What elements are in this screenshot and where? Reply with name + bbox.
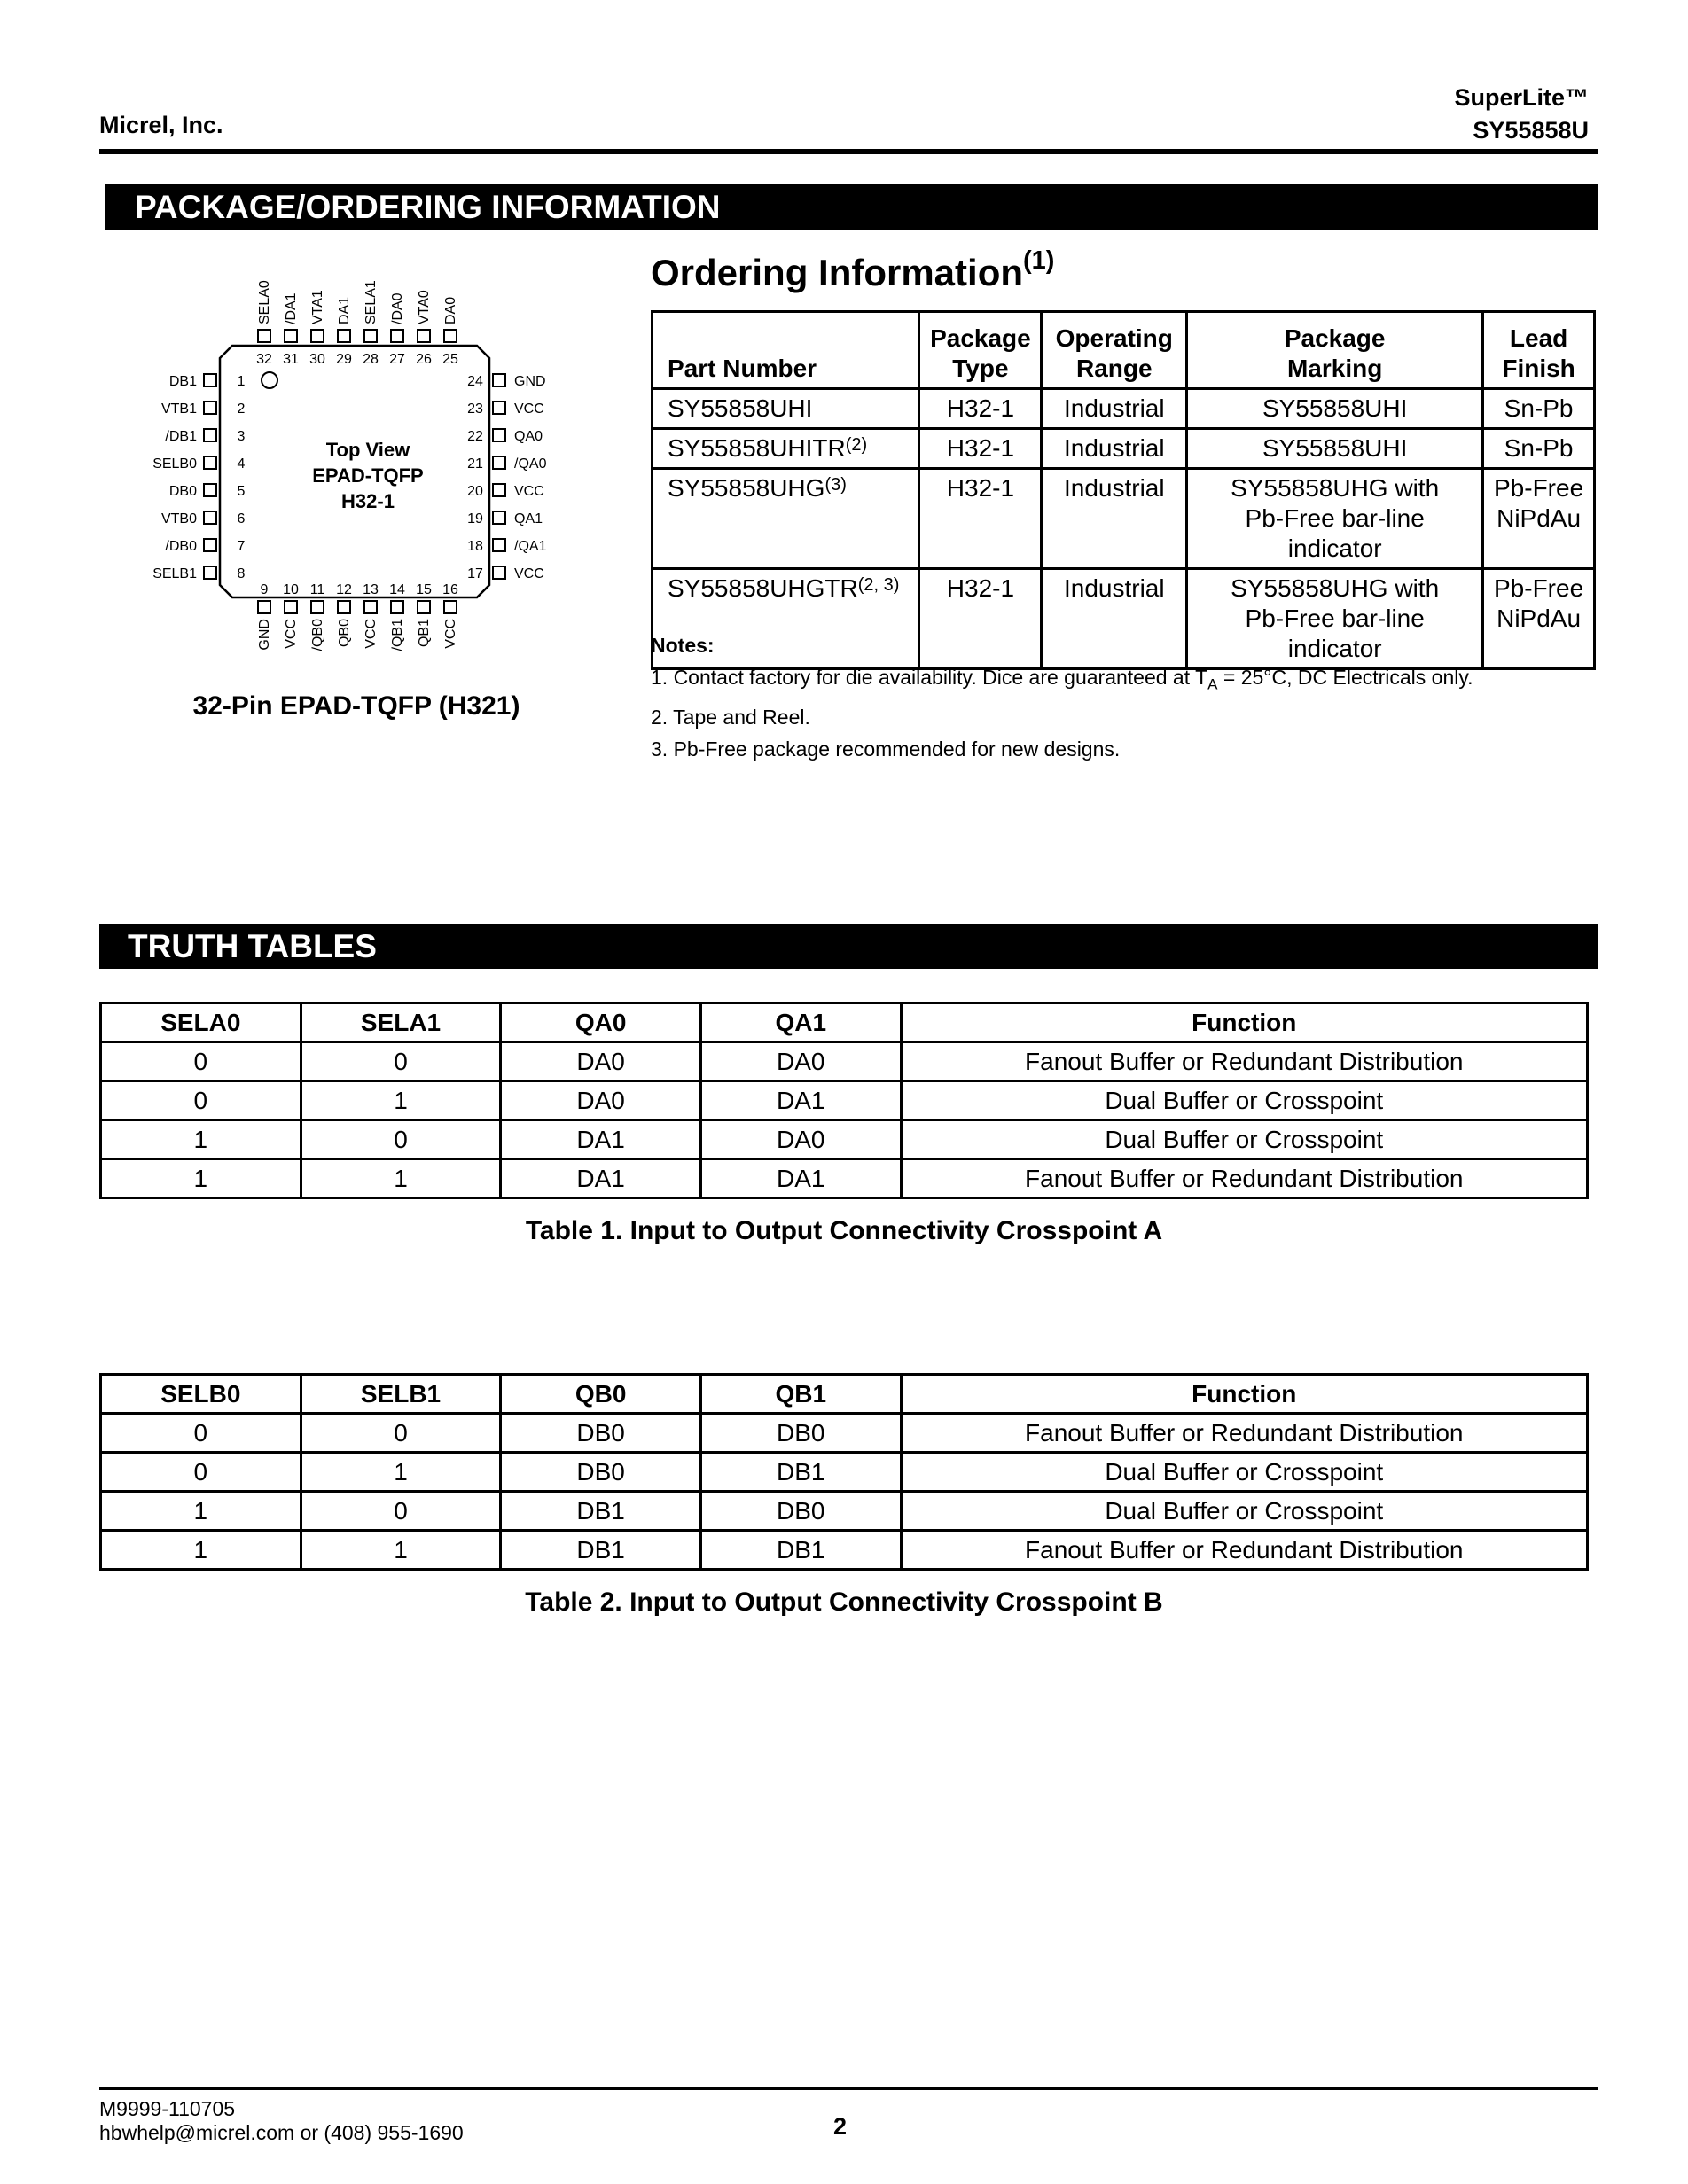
pin-number: 28	[363, 352, 379, 367]
pin-pad	[204, 539, 216, 551]
pin-number: 3	[237, 429, 246, 444]
pin-number: 26	[416, 352, 432, 367]
ordering-row	[653, 429, 1595, 469]
pin-label-right: GND	[514, 374, 546, 389]
truth-cell: DA0	[700, 1120, 901, 1159]
truth-cell: Dual Buffer or Crosspoint	[901, 1453, 1587, 1492]
pin-label-left: SELB1	[152, 566, 197, 581]
truth-row	[101, 1453, 1588, 1492]
header-line: Marking	[1286, 355, 1383, 382]
truth-header-cell: SELB0	[101, 1375, 301, 1414]
pin-pad	[493, 374, 505, 386]
header-line: Lead	[1509, 324, 1568, 352]
pin-label-top: VTA1	[310, 290, 325, 324]
truth-cell: DB0	[700, 1492, 901, 1531]
pin-number: 32	[256, 352, 272, 367]
pin-number: 8	[237, 566, 246, 581]
col-package-type	[919, 312, 1042, 389]
truth-cell: DB1	[700, 1531, 901, 1570]
pin-pad	[338, 601, 350, 613]
pin-label-left: SELB0	[152, 456, 197, 472]
truth-row	[101, 1120, 1588, 1159]
truth-cell: DB0	[700, 1414, 901, 1453]
footer-rule	[99, 2086, 1598, 2090]
truth-cell: 0	[101, 1414, 301, 1453]
cell-line: SY55858UHI	[1262, 434, 1408, 462]
truth-cell: 1	[101, 1531, 301, 1570]
package-type-cell: H32-1	[919, 429, 1042, 469]
truth-cell: DA0	[501, 1042, 701, 1081]
section-bar-truth-tables	[99, 924, 1598, 969]
pin1-marker	[262, 372, 277, 388]
header-line: Range	[1075, 355, 1153, 382]
pin-pad	[493, 484, 505, 496]
package-caption: 32-Pin EPAD-TQFP (H321)	[192, 691, 520, 721]
package-type-cell: H32-1	[919, 569, 1042, 669]
header-line: Finish	[1502, 355, 1575, 382]
pin-label-right: VCC	[514, 484, 544, 499]
part-number-text: SY55858UHGTR	[668, 574, 858, 602]
truth-cell: 0	[301, 1042, 501, 1081]
pin-pad	[204, 402, 216, 414]
lead-finish-cell	[1483, 429, 1595, 469]
header-product	[1454, 82, 1589, 147]
truth-header-cell: QB0	[501, 1375, 701, 1414]
header-rule	[99, 149, 1598, 154]
truth-header-cell: SELA0	[101, 1003, 301, 1042]
pin-number: 14	[389, 582, 405, 597]
truth-cell: Fanout Buffer or Redundant Distribution	[901, 1159, 1587, 1198]
truth-cell: 0	[301, 1492, 501, 1531]
pin-number: 17	[467, 566, 483, 581]
cell-line: Pb-Free bar-line indicator	[1245, 504, 1425, 562]
package-marking-cell	[1187, 429, 1483, 469]
truth-cell: DA0	[700, 1042, 901, 1081]
part-number-cell	[653, 429, 919, 469]
cell-line: SY55858UHI	[1262, 394, 1408, 422]
pin-number: 11	[309, 582, 325, 597]
truth-cell: Fanout Buffer or Redundant Distribution	[901, 1042, 1587, 1081]
pin-number: 6	[237, 511, 246, 526]
truth-cell: Dual Buffer or Crosspoint	[901, 1081, 1587, 1120]
pin-pad	[493, 566, 505, 579]
col-part-number: Part Number	[653, 312, 919, 389]
doc-number: M9999-110705	[99, 2097, 236, 2120]
pin-label-right: QA1	[514, 511, 543, 526]
pin-pad	[204, 374, 216, 386]
truth-header-cell: Function	[901, 1003, 1587, 1042]
part-number-text: SY55858UHI	[668, 394, 813, 422]
cell-line: SY55858UHG with	[1231, 474, 1440, 502]
pin-number: 7	[237, 539, 246, 554]
ordering-row	[653, 389, 1595, 429]
truth-table-b	[99, 1373, 1589, 1571]
ordering-title	[651, 246, 1055, 294]
pin-pad	[444, 601, 457, 613]
pin-number: 9	[260, 582, 269, 597]
cell-line: NiPdAu	[1497, 604, 1582, 632]
pin-label-top: /DA1	[284, 292, 299, 324]
package-type-cell: H32-1	[919, 469, 1042, 569]
truth-cell: 0	[301, 1120, 501, 1159]
page-number: 2	[833, 2113, 848, 2140]
note-2: 2. Tape and Reel.	[651, 705, 810, 729]
truth-cell: DA0	[501, 1081, 701, 1120]
pin-pad	[444, 330, 457, 342]
truth-cell: DB1	[501, 1492, 701, 1531]
pin-number: 10	[283, 582, 299, 597]
pin-pad	[285, 330, 297, 342]
note-3: 3. Pb-Free package recommended for new designs.	[651, 737, 1121, 760]
notes-title: Notes:	[651, 634, 715, 657]
truth-cell: DB0	[501, 1414, 701, 1453]
pin-label-top: SELA0	[257, 280, 272, 324]
ordering-notes	[651, 629, 1473, 765]
truth-cell: DA1	[501, 1120, 701, 1159]
ordering-row	[653, 469, 1595, 569]
pin-pad	[391, 330, 403, 342]
pin-label-left: VTB0	[160, 511, 197, 526]
pin-pad	[204, 484, 216, 496]
cell-line: Pb-Free	[1494, 474, 1584, 502]
pin-pad	[204, 456, 216, 469]
product-line: SuperLite™	[1454, 84, 1589, 111]
pin-number: 25	[442, 352, 458, 367]
truth-header-row	[101, 1375, 1588, 1414]
pin-pad	[338, 330, 350, 342]
pin-number: 22	[467, 429, 483, 444]
col-operating-range	[1042, 312, 1187, 389]
pin-number: 18	[467, 539, 483, 554]
pin-label-top: DA0	[443, 296, 458, 324]
truth-cell: DA1	[700, 1081, 901, 1120]
col-lead-finish	[1483, 312, 1595, 389]
pin-label-bottom: QB1	[417, 619, 432, 648]
operating-range-cell: Industrial	[1042, 469, 1187, 569]
truth-cell: DA1	[700, 1159, 901, 1198]
pin-label-left: /DB0	[165, 539, 197, 554]
truth-cell: Fanout Buffer or Redundant Distribution	[901, 1531, 1587, 1570]
operating-range-cell: Industrial	[1042, 429, 1187, 469]
pin-number: 19	[467, 511, 483, 526]
truth-cell: DB1	[700, 1453, 901, 1492]
pin-number: 31	[283, 352, 299, 367]
pin-label-bottom: /QB1	[390, 619, 405, 651]
lead-finish-cell	[1483, 389, 1595, 429]
pin-number: 16	[442, 582, 458, 597]
pin-label-bottom: /QB0	[310, 619, 325, 651]
pin-label-top: DA1	[337, 296, 352, 324]
package-marking-cell	[1187, 469, 1483, 569]
cell-line: Sn-Pb	[1504, 394, 1574, 422]
pin-pad	[493, 511, 505, 524]
package-center-line: Top View	[325, 439, 410, 461]
pin-label-left: DB0	[168, 484, 197, 499]
package-marking-cell	[1187, 389, 1483, 429]
truth-header-row	[101, 1003, 1588, 1042]
pin-label-left: VTB1	[160, 402, 197, 417]
header-line: Operating	[1055, 324, 1173, 352]
pin-label-right: /QA0	[514, 456, 547, 472]
ordering-title-footnote: (1)	[1023, 246, 1055, 275]
part-number-cell	[653, 389, 919, 429]
package-center-line: EPAD-TQFP	[312, 464, 424, 487]
support-contact: hbwhelp@micrel.com or (408) 955-1690	[99, 2121, 464, 2144]
pin-number: 5	[237, 484, 246, 499]
truth-header-cell: QA0	[501, 1003, 701, 1042]
ordering-title-text: Ordering Information	[651, 252, 1023, 293]
part-footnote: (2, 3)	[857, 575, 900, 595]
cell-line: Pb-Free bar-line indicator	[1245, 604, 1425, 662]
truth-cell: 0	[101, 1453, 301, 1492]
truth-row	[101, 1414, 1588, 1453]
section-title: PACKAGE/ORDERING INFORMATION	[135, 189, 721, 225]
cell-line: Sn-Pb	[1504, 434, 1574, 462]
truth-cell: 1	[101, 1492, 301, 1531]
pin-number: 29	[336, 352, 352, 367]
pin-label-right: QA0	[514, 429, 543, 444]
pin-pad	[364, 601, 377, 613]
pin-number: 24	[467, 374, 483, 389]
truth-cell: DB1	[501, 1531, 701, 1570]
truth-row	[101, 1081, 1588, 1120]
pin-number: 15	[416, 582, 432, 597]
pin-label-right: VCC	[514, 566, 544, 581]
pin-number: 30	[309, 352, 325, 367]
truth-cell: 1	[101, 1120, 301, 1159]
truth-cell: 0	[101, 1042, 301, 1081]
pin-label-bottom: VCC	[443, 619, 458, 649]
cell-line: NiPdAu	[1497, 504, 1582, 532]
pin-pad	[258, 330, 270, 342]
truth-cell: 1	[301, 1453, 501, 1492]
truth-header-cell: SELA1	[301, 1003, 501, 1042]
table2-caption: Table 2. Input to Output Connectivity Crosspoint B	[525, 1587, 1163, 1617]
part-footnote: (3)	[824, 475, 847, 495]
pin-number: 21	[467, 456, 483, 472]
pin-number: 12	[336, 582, 352, 597]
pin-pad	[391, 601, 403, 613]
pin-label-right: /QA1	[514, 539, 547, 554]
pin-label-top: VTA0	[417, 290, 432, 324]
section-title: TRUTH TABLES	[128, 928, 377, 964]
lead-finish-cell	[1483, 469, 1595, 569]
truth-cell: Dual Buffer or Crosspoint	[901, 1120, 1587, 1159]
pin-label-bottom: GND	[257, 619, 272, 651]
part-footnote: (2)	[845, 435, 868, 455]
truth-header-cell: Function	[901, 1375, 1587, 1414]
pin-number: 20	[467, 484, 483, 499]
cell-line: SY55858UHG with	[1231, 574, 1440, 602]
ordering-header-row	[653, 312, 1595, 389]
truth-row	[101, 1042, 1588, 1081]
cell-line: Pb-Free	[1494, 574, 1584, 602]
pin-pad	[311, 601, 324, 613]
truth-cell: DA1	[501, 1159, 701, 1198]
header-line: Package	[930, 324, 1031, 352]
truth-header-cell: QB1	[700, 1375, 901, 1414]
lead-finish-cell	[1483, 569, 1595, 669]
pin-number: 13	[363, 582, 379, 597]
truth-cell: 0	[301, 1414, 501, 1453]
truth-cell: Dual Buffer or Crosspoint	[901, 1492, 1587, 1531]
header-line: Type	[952, 355, 1009, 382]
truth-cell: 1	[101, 1159, 301, 1198]
truth-header-cell: SELB1	[301, 1375, 501, 1414]
company-name: Micrel, Inc.	[99, 112, 223, 138]
pin-number: 2	[237, 402, 246, 417]
truth-row	[101, 1531, 1588, 1570]
package-type-cell: H32-1	[919, 389, 1042, 429]
pin-pad	[493, 539, 505, 551]
pin-number: 23	[467, 402, 483, 417]
truth-cell: Fanout Buffer or Redundant Distribution	[901, 1414, 1587, 1453]
pin-pad	[493, 429, 505, 441]
pin-number: 27	[389, 352, 405, 367]
pin-pad	[258, 601, 270, 613]
truth-row	[101, 1159, 1588, 1198]
part-number-text: SY55858UHG	[668, 474, 825, 502]
package-center-line: H32-1	[341, 490, 395, 512]
part-number-cell	[653, 469, 919, 569]
truth-header-cell: QA1	[700, 1003, 901, 1042]
truth-cell: 1	[301, 1159, 501, 1198]
pin-pad	[204, 429, 216, 441]
pin-label-left: DB1	[168, 374, 197, 389]
pin-label-bottom: VCC	[284, 619, 299, 649]
pin-pad	[364, 330, 377, 342]
pin-pad	[418, 601, 430, 613]
pin-label-right: VCC	[514, 402, 544, 417]
section-bar-package	[105, 184, 1598, 230]
pin-label-left: /DB1	[165, 429, 197, 444]
operating-range-cell: Industrial	[1042, 569, 1187, 669]
pin-label-top: /DA0	[390, 292, 405, 324]
truth-cell: DB0	[501, 1453, 701, 1492]
header-line: Package	[1284, 324, 1386, 352]
pin-number: 4	[237, 456, 246, 472]
footer-info	[99, 2097, 464, 2145]
table1-caption: Table 1. Input to Output Connectivity Crosspoint A	[525, 1216, 1163, 1245]
pin-pad	[285, 601, 297, 613]
pin-pad	[418, 330, 430, 342]
truth-table-a	[99, 1002, 1589, 1199]
truth-cell: 1	[301, 1531, 501, 1570]
pin-label-bottom: QB0	[337, 619, 352, 648]
note-1	[651, 661, 1473, 701]
pin-number: 1	[237, 374, 246, 389]
pin-pad	[493, 402, 505, 414]
truth-cell: 0	[101, 1081, 301, 1120]
note-subscript: A	[1207, 675, 1218, 693]
truth-cell: 1	[301, 1081, 501, 1120]
pin-pad	[204, 511, 216, 524]
note-text: = 25°C, DC Electricals only.	[1217, 666, 1473, 689]
col-package-marking	[1187, 312, 1483, 389]
pin-label-bottom: VCC	[363, 619, 379, 649]
ordering-table	[651, 310, 1596, 670]
pinout-diagram	[99, 257, 631, 674]
part-number-text: SY55858UHITR	[668, 434, 846, 462]
part-number: SY55858U	[1473, 117, 1589, 144]
truth-row	[101, 1492, 1588, 1531]
note-text: 1. Contact factory for die availability. Dice are guaranteed at T	[651, 666, 1208, 689]
pin-label-top: SELA1	[363, 280, 379, 324]
pin-pad	[493, 456, 505, 469]
pin-pad	[311, 330, 324, 342]
pin-pad	[204, 566, 216, 579]
operating-range-cell: Industrial	[1042, 389, 1187, 429]
